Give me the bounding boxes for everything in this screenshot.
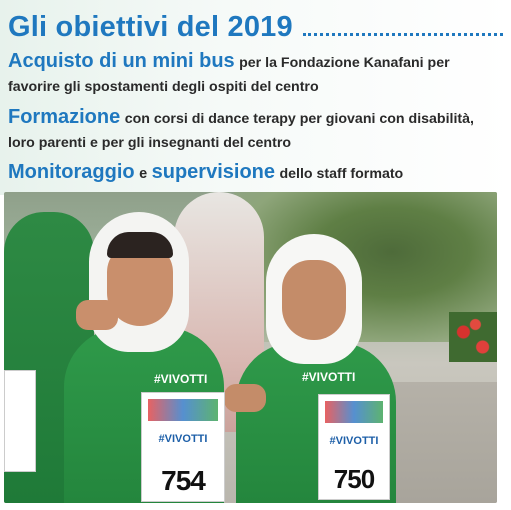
bib-number: 750	[333, 464, 375, 494]
photo-child-1-thumb	[76, 300, 118, 330]
shirt-logo-2: #VIVOTTI	[302, 370, 356, 384]
bib-stripe	[148, 399, 218, 421]
goal-2-highlight: Formazione	[8, 106, 121, 128]
goal-3-text: dello staff formato	[279, 166, 404, 182]
goal-1-line-1	[8, 50, 508, 73]
goal-3-line	[8, 161, 508, 184]
goal-1-line-2	[8, 78, 508, 96]
photo-child-1-cap	[107, 232, 173, 258]
goal-2-line-1	[8, 106, 508, 129]
goal-1-text-cont: favorire gli spostamenti degli ospiti del centro	[8, 79, 319, 95]
goal-3-highlight-2: supervisione	[151, 161, 276, 183]
race-bib-750	[318, 394, 390, 500]
shirt-logo-1: #VIVOTTI	[154, 372, 208, 386]
photo-flowers	[449, 312, 497, 362]
goal-2-text-cont: loro parenti e per gli insegnanti del centro	[8, 135, 292, 151]
photo-child-2-thumb	[224, 384, 266, 412]
race-bib-754	[141, 392, 225, 502]
goal-1-highlight: Acquisto di un mini bus	[8, 50, 235, 72]
bib-stripe	[325, 401, 383, 423]
bib-brand: #VIVOTTI	[329, 435, 379, 447]
photo-child-2-face	[282, 260, 346, 340]
dotted-leader	[303, 33, 503, 36]
goal-3-connector: e	[139, 166, 148, 182]
page-title	[8, 8, 503, 42]
bib-brand: #VIVOTTI	[158, 433, 208, 445]
bib-number: 754	[161, 465, 205, 496]
goal-2-text: con corsi di dance terapy per giovani con disabilità,	[124, 111, 474, 127]
goal-3-highlight-1: Monitoraggio	[8, 161, 135, 183]
goal-2-line-2	[8, 134, 508, 152]
title-text: Gli obiettivi del 2019	[8, 11, 293, 42]
goal-1-text: per la Fondazione Kanafani per	[239, 55, 450, 71]
children-photo	[4, 192, 497, 503]
bib-left-edge	[4, 370, 36, 472]
